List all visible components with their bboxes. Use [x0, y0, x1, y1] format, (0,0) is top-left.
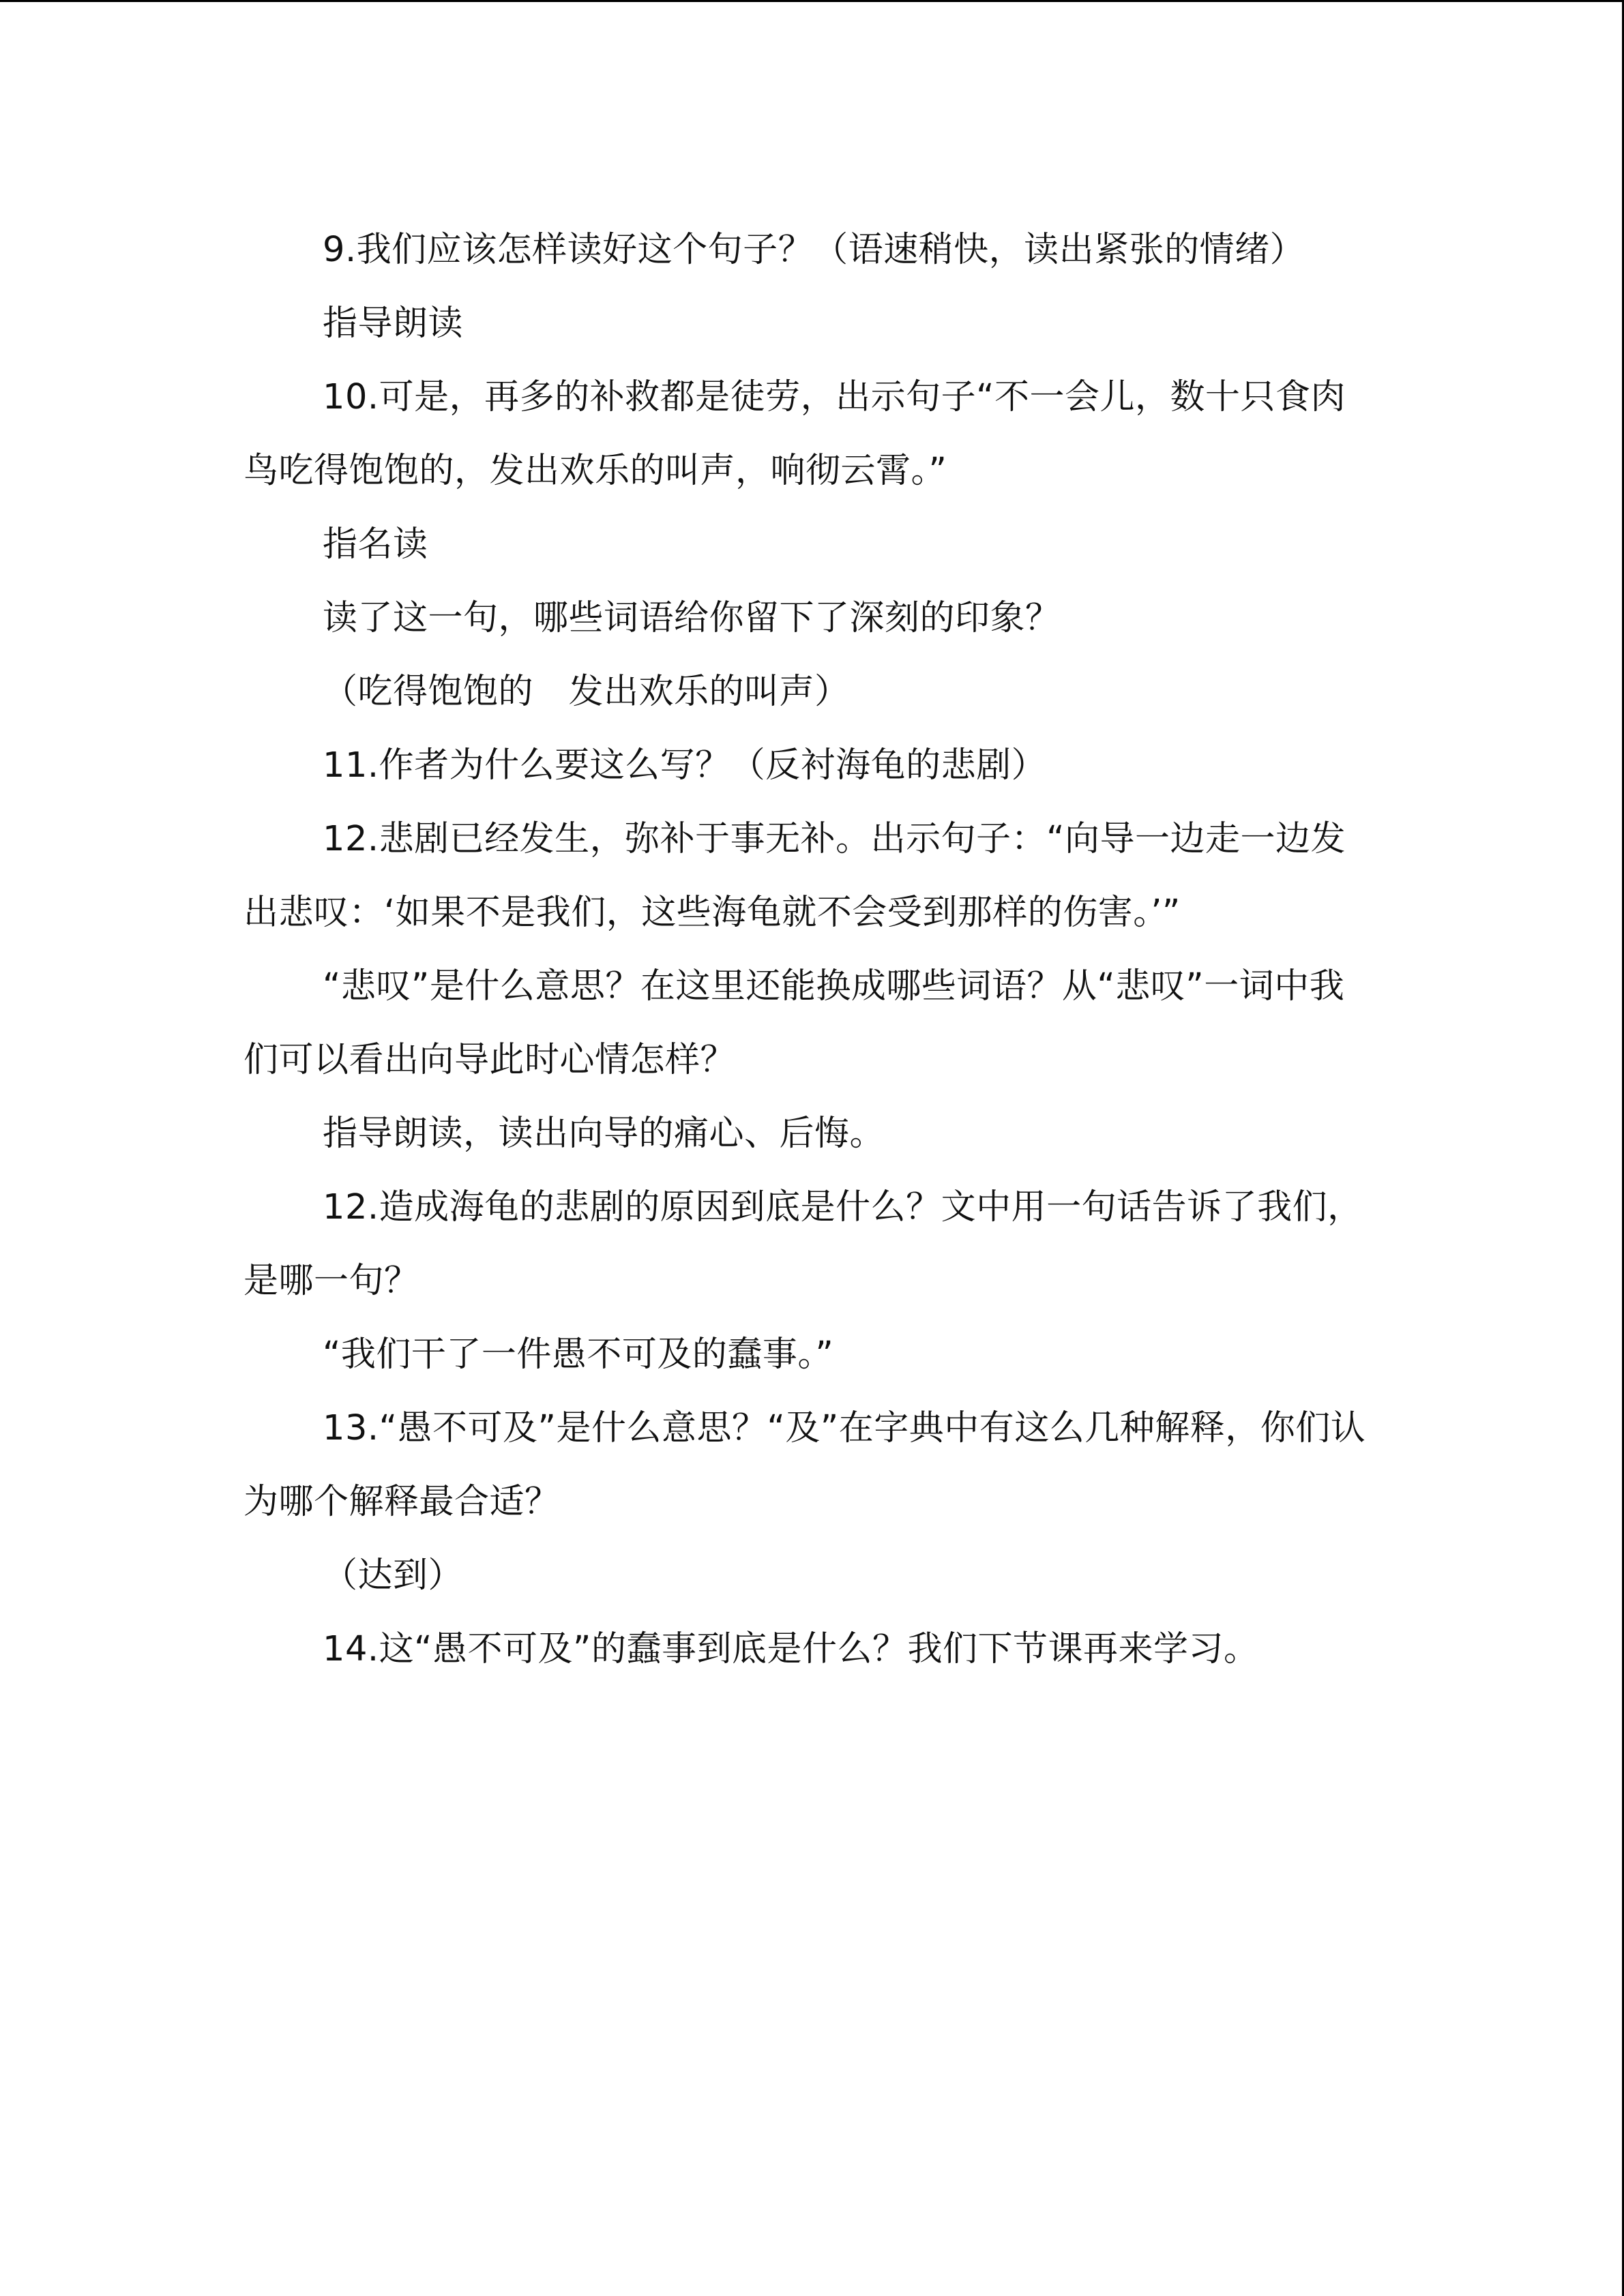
paragraph-sigh-meaning: “悲叹”是什么意思？在这里还能换成哪些词语？从“悲叹”一词中我们可以看出向导此时心情怎样？	[243, 966, 1345, 1080]
document-body	[243, 213, 1369, 1686]
paragraph-foolish-sentence: “我们干了一件愚不可及的蠢事。”	[323, 1335, 834, 1375]
paragraph-answer: （达到）	[323, 1555, 464, 1596]
paragraph-idiom-meaning: 13.“愚不可及”是什么意思？“及”在字典中有这么几种解释，你们认为哪个解释最合适？	[243, 1408, 1366, 1522]
paragraph-next-lesson: 14.这“愚不可及”的蠢事到底是什么？我们下节课再来学习。	[323, 1629, 1259, 1669]
paragraph-show-sentence-birds: 10.可是，再多的补救都是徒劳，出示句子“不一会儿，数十只食肉鸟吃得饱饱的，发出欢乐的叫声，响彻云霄。”	[243, 377, 1346, 491]
paragraph-impression-question: 读了这一句，哪些词语给你留下了深刻的印象？	[323, 598, 1061, 638]
paragraph-named-reading: 指名读	[323, 524, 428, 565]
paragraph-author-purpose: 11.作者为什么要这么写？（反衬海龟的悲剧）	[323, 745, 1047, 786]
paragraph-reading-guidance-question: 9.我们应该怎样读好这个句子？（语速稍快，读出紧张的情绪）	[323, 230, 1305, 270]
paragraph-guide-sigh-sentence: 12.悲剧已经发生，弥补于事无补。出示句子：“向导一边走一边发出悲叹：‘如果不是我们，这些海龟就不会受到那样的伤害。’”	[243, 819, 1346, 933]
paragraph-guided-reading-emotion: 指导朗读，读出向导的痛心、后悔。	[323, 1114, 885, 1154]
paragraph-key-phrases: （吃得饱饱的 发出欢乐的叫声）	[323, 672, 850, 712]
paragraph-guided-reading: 指导朗读	[323, 303, 464, 344]
paragraph-cause-question: 12.造成海龟的悲剧的原因到底是什么？文中用一句话告诉了我们，是哪一句？	[243, 1187, 1363, 1301]
